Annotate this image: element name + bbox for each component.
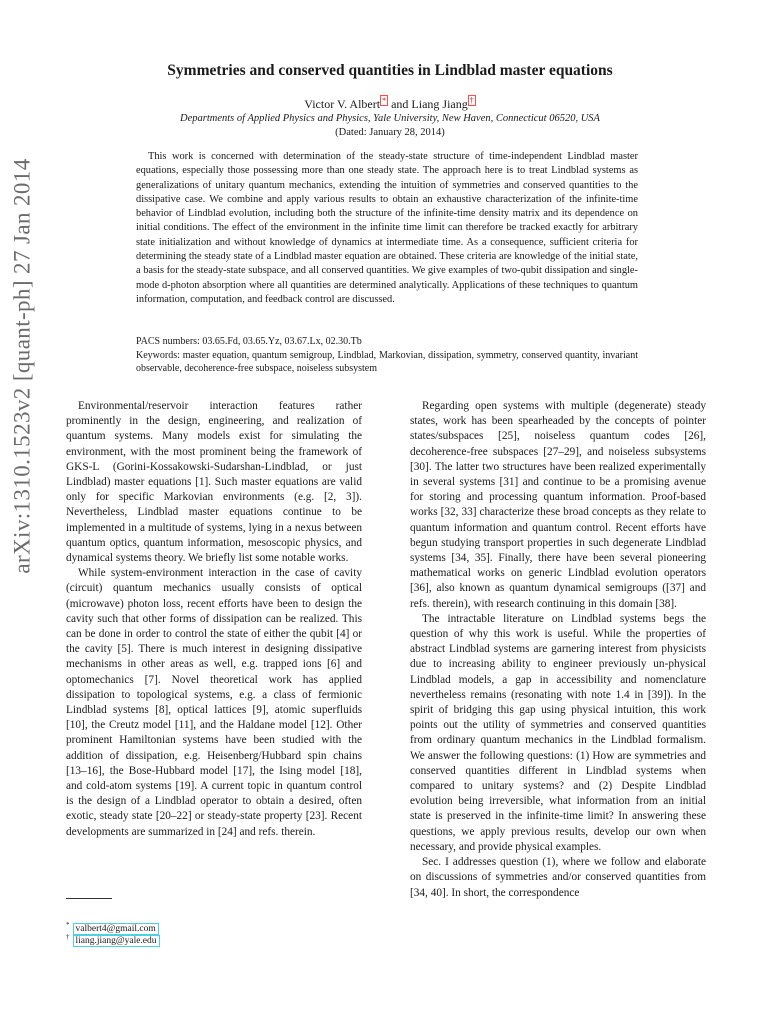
- pacs-numbers: PACS numbers: 03.65.Fd, 03.65.Yz, 03.67.Lx, 02.30.Tb: [136, 336, 362, 347]
- email-link-jiang[interactable]: liang.jiang@yale.edu: [73, 935, 160, 947]
- footnote-2: [66, 933, 160, 946]
- right-column: [410, 399, 706, 901]
- abstract: This work is concerned with determination of the steady-state structure of time-independent Lindblad master equations, especially those possessing more than one steady state. The approach here is to treat Lindblad systems as generalizations of unitary quantum mechanics, extending the intuition of symmetries and conserved quantities to the dissipative case. We combine and apply various results to obtain an exhaustive characterization of the infinite-time behavior of Lindblad evolution, including both the structure of the infinite-time density matrix and its dependence on initial conditions. The effect of the environment in the infinite time limit can therefore be tracked exactly for arbitrary state initialization and without knowledge of dynamics at intermediate time. As a consequence, sufficient criteria for determining the steady state of a Lindblad master equation are obtained. These criteria are knowledge of the initial state, a basis for the steady-state subspace, and all conserved quantities. We give examples of two-qubit dissipation and single-mode d-photon absorption where all quantities are determined analytically. Applications of these techniques to quantum information, computation, and feedback control are discussed.: [136, 151, 638, 305]
- right-paragraph-3: Sec. I addresses question (1), where we follow and elaborate on discussions of symmetries and/or conserved quantities from [34, 40]. In short, the correspondence: [410, 856, 706, 899]
- left-paragraph-1: Environmental/reservoir interaction features rather prominently in the design, engineering, and realization of quantum systems. Many models exist for simulating the environment, with the most prominent being the framework of GKS-L (Gorini-Kossakowski-Sudarshan-Lindblad, or just Lindblad) master equations [1]. Such master equations are valid only for specific Markovian environments (e.g. [2, 3]). Nevertheless, Lindblad master equations continue to be implemented in a multitude of systems, lying in a nexus between quantum optics, quantum information, mesoscopic physics, and dynamical systems theory. We briefly list some notable works.: [66, 400, 362, 565]
- right-paragraph-1: Regarding open systems with multiple (degenerate) steady states, work has been spearheaded by the concepts of pointer states/subspaces [25], noiseless quantum codes [26], decoherence-free subspaces [27–29], and noiseless subsystems [30]. The latter two structures have been realized experimentally in several systems [31] and continue to be a promising avenue for storing and processing quantum information. Proof-based works [32, 33] characterize these broad concepts as they relate to quantum information and quantum control. Recent efforts have begun studying transport properties in such degenerate Lindblad systems [34, 35]. Finally, there have been several pioneering mathematical works on generic Lindblad evolution operators [36], also known as quantum dynamical semigroups ([37] and refs. therein), with research continuing in this domain [38].: [410, 400, 706, 610]
- footnote-mark-2: †: [66, 933, 70, 941]
- footnote-mark-1: *: [66, 921, 70, 929]
- arxiv-identifier-margin: [0, 46, 46, 686]
- email-link-albert[interactable]: valbert4@gmail.com: [73, 923, 159, 935]
- left-paragraph-2: While system-environment interaction in the case of cavity (circuit) quantum mechanics usually consists of optical (microwave) photon loss, recent efforts have been to design the cavity such that other forms of dissipation can be realized. This can be done in order to control the state of either the qubit [4] or the cavity [5]. There is much interest in designing dissipative mechanisms in other areas as well, e.g. trapped ions [6] and optomechanics [7]. Novel theoretical work has applied dissipation to topological systems, e.g. a class of fermionic Lindblad systems [8], optical lattices [9], atomic superfluids [10], the Creutz model [11], and the Haldane model [12]. Other prominent Hamiltonian systems have been studied with the addition of dissipation, e.g. Heisenberg/Hubbard spin chains [13–16], the Bose-Hubbard model [17], the Ising model [18], and cold-atom systems [19]. A current topic in quantum control is the design of a Lindblad operator to obtain a desired, often exotic, steady state [20–22] or steady-state property [23]. Recent developments are summarized in [24] and refs. therein.: [66, 567, 362, 838]
- author-line: [70, 96, 710, 112]
- right-paragraph-2: The intractable literature on Lindblad systems begs the question of why this work is useful. While the properties of abstract Lindblad systems are garnering interest from physicists due to increasing ability to engineer previously un-physical Lindblad models, a gap in accessibility and nomenclature nevertheless remains (resonating with note 1.4 in [39]). In the spirit of bridging this gap using physical intuition, this work points out the utility of symmetries and conserved quantities from ordinary quantum mechanics in the Lindblad formalism. We answer the following questions: (1) How are symmetries and conserved quantities different in Lindblad systems when compared to unitary systems? and (2) Despite Lindblad evolution being irreversible, what information from an initial state is preserved in the infinite-time limit? In answering these questions, we apply previous results, develop our own when necessary, and provide physical examples.: [410, 612, 706, 853]
- arxiv-identifier[interactable]: arXiv:1310.1523v2 [quant-ph] 27 Jan 2014: [10, 158, 35, 574]
- footnote-link-1[interactable]: *: [382, 96, 387, 105]
- footnote-link-2[interactable]: †: [469, 96, 474, 105]
- keywords: Keywords: master equation, quantum semigroup, Lindblad, Markovian, dissipation, symmetry, conserved quantity, invariant observable, decoherence-free subspace, noiseless subsystem: [136, 350, 638, 374]
- date-line: (Dated: January 28, 2014): [335, 127, 445, 138]
- left-column: [66, 399, 362, 840]
- affiliation: Departments of Applied Physics and Physics, Yale University, New Haven, Connecticut 06520, USA: [180, 113, 600, 124]
- author-albert: Victor V. Albert: [304, 97, 381, 111]
- author-jiang: and Liang Jiang: [388, 97, 468, 111]
- footnote-divider: [66, 898, 112, 899]
- paper-title: Symmetries and conserved quantities in Lindblad master equations: [167, 62, 613, 79]
